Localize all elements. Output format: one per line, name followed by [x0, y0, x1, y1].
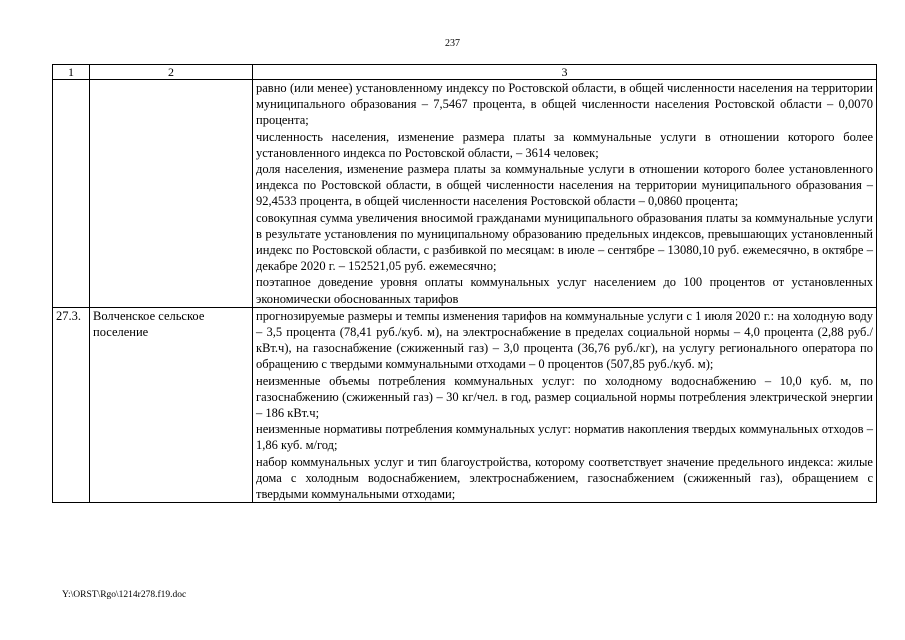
table-header-row — [53, 65, 877, 80]
row-text — [253, 307, 877, 502]
column-header-1: 1 — [53, 65, 90, 80]
file-path-footer: Y:\ORST\Rgo\1214r278.f19.doc — [62, 590, 187, 600]
row-number: 27.3. — [53, 307, 90, 502]
paragraph: прогнозируемые размеры и темпы изменения тарифов на коммунальные услуги с 1 июля 2020 г.: на холодную воду – 3,5 процента (78,41 руб./куб. м), на электроснабжение в пределах социальной нормы – 4,0 процента (2,88 руб./кВт.ч), на газоснабжение (сжиженный газ) – 3,0 процента (36,76 руб./кг), на услугу регионального оператора по обращению с твердыми коммунальными отходами – 0 процентов (507,85 руб./куб. м); — [256, 308, 873, 372]
paragraph: равно (или менее) установленному индексу по Ростовской области, в общей численности населения на территории муниципального образования – 7,5467 процента, в общей численности населения Ростовской области – 0,0070 процента; — [256, 81, 873, 128]
row-name: Волченское сельское поселение — [90, 307, 253, 502]
paragraph: совокупная сумма увеличения вносимой гражданами муниципального образования платы за коммунальные услуги в результате установления по муниципальному образованию предельных индексов, превышающих установленный индекс по Ростовской области, с разбивкой по месяцам: в июле – сентябре – 13080,10 руб. ежемесячно, в октябре – декабре 2020 г. – 152521,05 руб. ежемесячно; — [256, 210, 873, 274]
paragraph: неизменные объемы потребления коммунальных услуг: по холодному водоснабжению – 10,0 куб. м, по газоснабжению (сжиженный газ) – 30 кг/чел. в год, размер социальной нормы потребления электрической энергии – 186 кВт.ч; — [256, 373, 873, 421]
row-number — [53, 80, 90, 308]
row-name — [90, 80, 253, 308]
page-number: 237 — [445, 38, 460, 49]
column-header-3: 3 — [253, 65, 877, 80]
document-table — [52, 64, 877, 503]
paragraph: поэтапное доведение уровня оплаты коммунальных услуг населением до 100 процентов от установленных экономически обоснованных тарифов — [256, 275, 873, 306]
paragraph: численность населения, изменение размера платы за коммунальные услуги в отношении которого более установленного индекса по Ростовской области, – 3614 человек; — [256, 129, 873, 160]
paragraph: неизменные нормативы потребления коммунальных услуг: норматив накопления твердых коммунальных отходов – 1,86 куб. м/год; — [256, 422, 873, 453]
column-header-2: 2 — [90, 65, 253, 80]
paragraph: набор коммунальных услуг и тип благоустройства, которому соответствует значение предельного индекса: жилые дома с холодным водоснабжением, электроснабжением, газоснабжением (сжиженный газ), обращением с твердыми коммунальными отходами; — [256, 454, 873, 502]
table-row — [53, 80, 877, 308]
row-text — [253, 80, 877, 308]
paragraph: доля населения, изменение размера платы за коммунальные услуги в отношении которого более установленного индекса по Ростовской области, в общей численности населения на территории муниципального образования – 92,4533 процента, в общей численности населения Ростовской области – 0,0860 процента; — [256, 162, 873, 209]
table-row — [53, 307, 877, 502]
